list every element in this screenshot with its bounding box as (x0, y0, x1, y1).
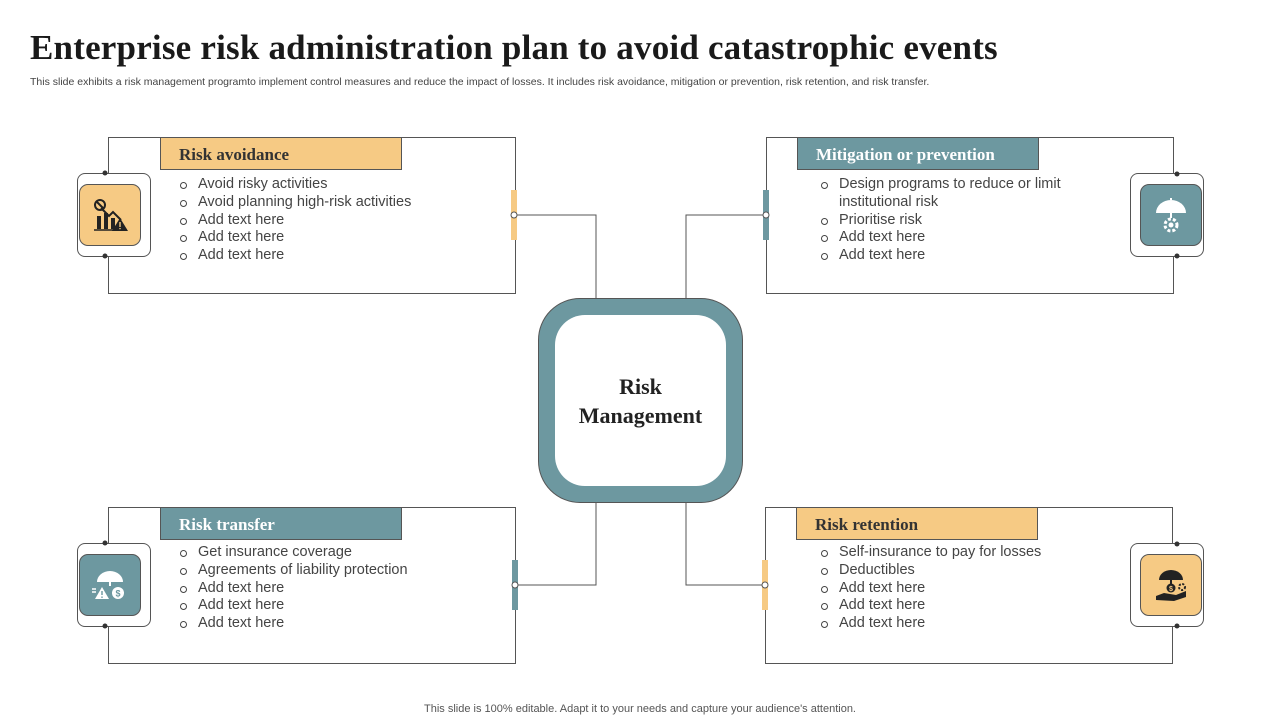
list-item: Agreements of liability protection (179, 562, 504, 580)
list-item: Deductibles (820, 562, 1110, 580)
center-title-line-2: Management (578, 402, 703, 428)
slide-subtitle: This slide exhibits a risk management programto implement control measures and reduce the impact of losses. It includes risk avoidance, mitigation or prevention, risk retention, and risk transfer. (30, 76, 930, 88)
list-item: Add text here (820, 615, 1110, 633)
list-item: Add text here (179, 212, 504, 230)
list-item: Add text here (179, 247, 504, 265)
list-item: Self-insurance to pay for losses (820, 544, 1110, 562)
list-item: Avoid risky activities (179, 176, 504, 194)
list-item: Add text here (820, 247, 1100, 265)
list-item: Prioritise risk (820, 212, 1100, 230)
slide-title: Enterprise risk administration plan to avoid catastrophic events (30, 28, 998, 67)
list-item: Add text here (820, 229, 1100, 247)
list-item: Add text here (820, 580, 1110, 598)
risk-retention-label: Risk retention (796, 507, 1038, 540)
list-item: Design programs to reduce or limit institutional risk (820, 176, 1100, 212)
list-item: Get insurance coverage (179, 544, 504, 562)
svg-text:$: $ (1169, 586, 1173, 593)
center-title-line-1: Risk (619, 373, 662, 399)
list-item: Avoid planning high-risk activities (179, 194, 504, 212)
list-item: Add text here (179, 597, 504, 615)
list-item: Add text here (179, 229, 504, 247)
list-item: Add text here (820, 597, 1110, 615)
mitigation-label: Mitigation or prevention (797, 137, 1039, 170)
list-item: Add text here (179, 615, 504, 633)
risk-transfer-label: Risk transfer (160, 507, 402, 540)
slide-footer: This slide is 100% editable. Adapt it to your needs and capture your audience's attention. (424, 703, 856, 715)
list-item: Add text here (179, 580, 504, 598)
risk-avoidance-label: Risk avoidance (160, 137, 402, 170)
svg-text:$: $ (115, 588, 121, 599)
